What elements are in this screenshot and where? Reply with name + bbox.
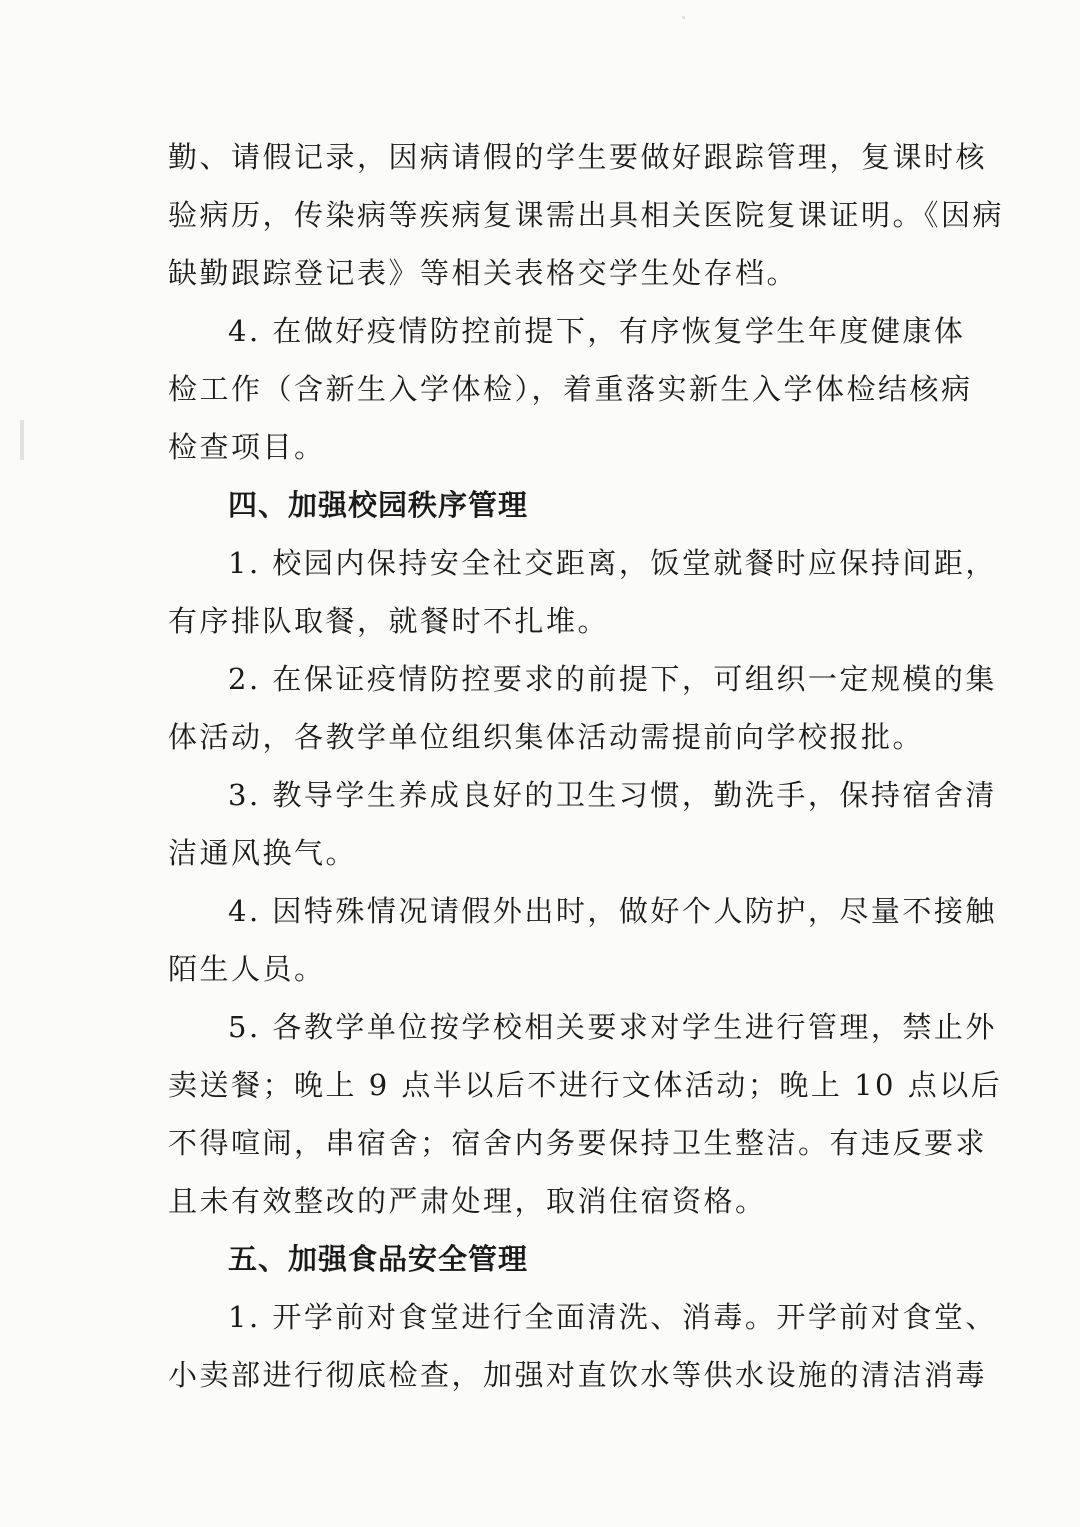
document-body: [168, 128, 1005, 1404]
paragraph-line: 体活动，各教学单位组织集体活动需提前向学校报批。: [168, 720, 925, 754]
paragraph-line: 且未有效整改的严肃处理，取消住宿资格。: [168, 1184, 767, 1218]
paragraph-line: 勤、请假记录，因病请假的学生要做好跟踪管理，复课时核: [168, 140, 988, 174]
paragraph-line: 5. 各教学单位按学校相关要求对学生进行管理，禁止外: [228, 1010, 997, 1044]
paragraph-line: 2. 在保证疫情防控要求的前提下，可组织一定规模的集: [228, 662, 997, 696]
paragraph-line: 1. 开学前对食堂进行全面清洗、消毒。开学前对食堂、: [228, 1300, 997, 1334]
paragraph-line: 检工作（含新生入学体检），着重落实新生入学体检结核病: [168, 372, 973, 406]
paragraph-line: 有序排队取餐，就餐时不扎堆。: [168, 604, 610, 638]
paragraph-line: 洁通风换气。: [168, 836, 358, 870]
paragraph-line: 验病历，传染病等疾病复课需出具相关医院复课证明。《因病: [168, 198, 1005, 232]
paragraph-line: 4. 在做好疫情防控前提下，有序恢复学生年度健康体: [228, 314, 966, 348]
paragraph-line: 检查项目。: [168, 430, 326, 464]
section-heading: 四、加强校园秩序管理: [228, 488, 529, 522]
paragraph-line: 3. 教导学生养成良好的卫生习惯，勤洗手，保持宿舍清: [228, 778, 997, 812]
scan-mark-top: [682, 16, 685, 19]
paragraph-line: 小卖部进行彻底检查，加强对直饮水等供水设施的清洁消毒: [168, 1358, 988, 1392]
paragraph-line: 陌生人员。: [168, 952, 326, 986]
paragraph-line: 卖送餐；晚上 9 点半以后不进行文体活动；晚上 10 点以后: [168, 1068, 1003, 1102]
paragraph-line: 不得喧闹，串宿舍；宿舍内务要保持卫生整洁。有违反要求: [168, 1126, 988, 1160]
paragraph-line: 4. 因特殊情况请假外出时，做好个人防护，尽量不接触: [228, 894, 997, 928]
paragraph-line: 缺勤跟踪登记表》等相关表格交学生处存档。: [168, 256, 799, 290]
paragraph-line: 1. 校园内保持安全社交距离，饭堂就餐时应保持间距，: [228, 546, 997, 580]
scan-mark-left: [20, 420, 24, 460]
section-heading: 五、加强食品安全管理: [228, 1242, 529, 1276]
